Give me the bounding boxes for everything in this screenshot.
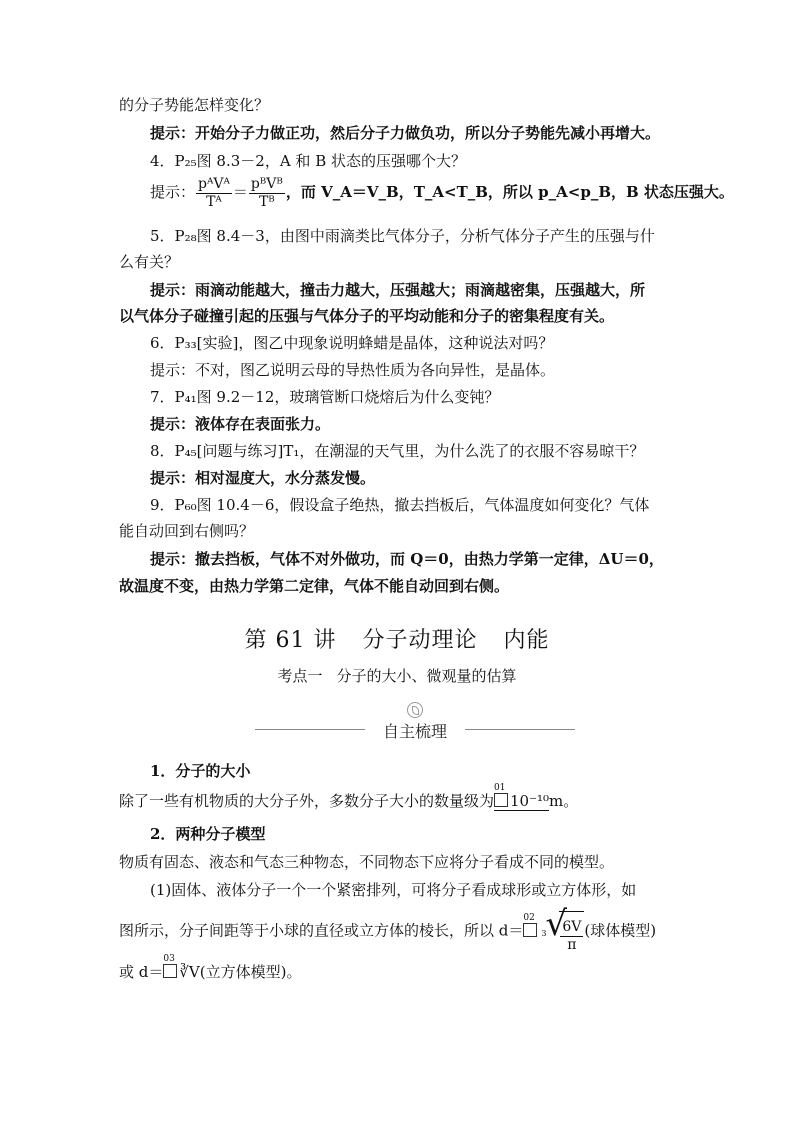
hint-line: 提示：相对湿度大，水分蒸发慢。 [150, 469, 376, 487]
hint-line: 提示：开始分子力做正功，然后分子力做负功，所以分子势能先减小再增大。 [150, 124, 661, 142]
question-line: 9．P₆₀图 10.4－6，假设盒子绝热，撤去挡板后，气体温度如何变化？气体 [150, 496, 650, 514]
answer-value: 10⁻¹⁰ [510, 792, 550, 810]
answer-blank [494, 783, 550, 811]
hint-prefix: 提示： [150, 183, 196, 201]
hint-line: 故温度不变，由热力学第二定律，气体不能自动回到右侧。 [119, 577, 510, 595]
subtitle-part: 考点一 [277, 667, 323, 685]
formula-line [119, 905, 656, 958]
text-segment: 或 d＝ [119, 963, 164, 981]
equals-sign: ＝ [232, 183, 248, 201]
question-line: 5．P₂₈图 8.4－3，由图中雨滴类比气体分子，分析气体分子产生的压强与什 [150, 227, 655, 245]
text-line: 物质有固态、液态和气态三种物态，不同物态下应将分子看成不同的模型。 [119, 853, 615, 871]
fraction-numerator: 6V [562, 918, 582, 935]
fraction-numerator: pᴮVᴮ [250, 175, 283, 192]
marker-number: 01 [494, 783, 506, 793]
question-line: 4．P₂₅图 8.3－2，A 和 B 状态的压强哪个大？ [150, 152, 466, 170]
hint-suffix: ，而 V_A＝V_B，T_A<T_B，所以 p_A<p_B，B 状态压强大。 [285, 183, 734, 201]
text-segment: (立方体模型)。 [199, 963, 302, 981]
title-part: 内能 [503, 628, 550, 653]
fraction-right [249, 176, 285, 211]
hint-line: 提示：液体存在表面张力。 [150, 415, 331, 433]
leaf-icon [407, 702, 423, 718]
hint-line: 提示：不对，图乙说明云母的导热性质为各向异性，是晶体。 [150, 361, 556, 379]
text-line [119, 783, 579, 812]
subtitle-part: 分子的大小、微观量的估算 [336, 667, 517, 685]
title-part: 分子动理论 [362, 628, 478, 653]
answer-marker-icon [163, 954, 177, 978]
fraction-denominator: Tᴮ [258, 193, 275, 210]
text-line: 的分子势能怎样变化？ [119, 96, 270, 114]
hint-line: 提示：雨滴动能越大，撞击力越大，压强越大；雨滴越密集，压强越大，所 [150, 281, 646, 299]
fraction-left [196, 176, 232, 211]
hint-line: 提示：撤去挡板，气体不对外做功，而 Q＝0，由热力学第一定律，ΔU＝0， [150, 550, 664, 568]
fraction-numerator: pᴬVᴬ [198, 175, 230, 192]
hint-line: 以气体分子碰撞引起的压强与气体分子的平均动能和分子的密集程度有关。 [119, 307, 615, 325]
marker-number: 03 [163, 954, 175, 964]
lecture-title [0, 626, 794, 656]
text-segment: 除了一些有机物质的大分子外，多数分子大小的数量级为 [119, 792, 495, 810]
section-heading: 1．分子的大小 [150, 762, 251, 780]
question-line: 7．P₄₁图 9.2－12，玻璃管断口烧熔后为什么变钝？ [150, 388, 500, 406]
text-line: (1)固体、液体分子一个一个紧密排列，可将分子看成球形或立方体形，如 [150, 881, 637, 899]
marker-number: 02 [523, 912, 535, 923]
text-segment: 图所示，分子间距等于小球的直径或立方体的棱长，所以 d＝ [119, 921, 524, 940]
title-part: 第 61 讲 [244, 628, 337, 653]
cube-root: 3 √ $\frac{6V}{\pi}$ [539, 905, 584, 958]
text-segment: m。 [549, 792, 579, 810]
fraction-denominator: Tᴬ [206, 193, 222, 210]
banner-label: 自主梳理 [382, 722, 447, 741]
question-line: 6．P₃₃[实验]，图乙中现象说明蜂蜡是晶体，这种说法对吗？ [150, 334, 554, 352]
text-line [119, 954, 302, 983]
section-banner [255, 700, 575, 748]
section-heading: 2．两种分子模型 [150, 825, 266, 843]
cube-root-value: ∛V [179, 963, 200, 981]
section-subtitle [0, 665, 794, 687]
question-line: 么有关？ [119, 253, 180, 271]
root-index: 3 [541, 929, 547, 938]
answer-marker-icon [523, 912, 537, 937]
hint-formula-line [150, 172, 734, 212]
answer-marker-icon [494, 783, 508, 807]
text-segment: (球体模型) [584, 921, 657, 940]
question-line: 8．P₄₅[问题与练习]T₁，在潮湿的天气里，为什么洗了的衣服不容易晾干？ [150, 442, 645, 460]
fraction-denominator: π [567, 936, 577, 953]
question-line: 能自动回到右侧吗？ [119, 522, 255, 540]
